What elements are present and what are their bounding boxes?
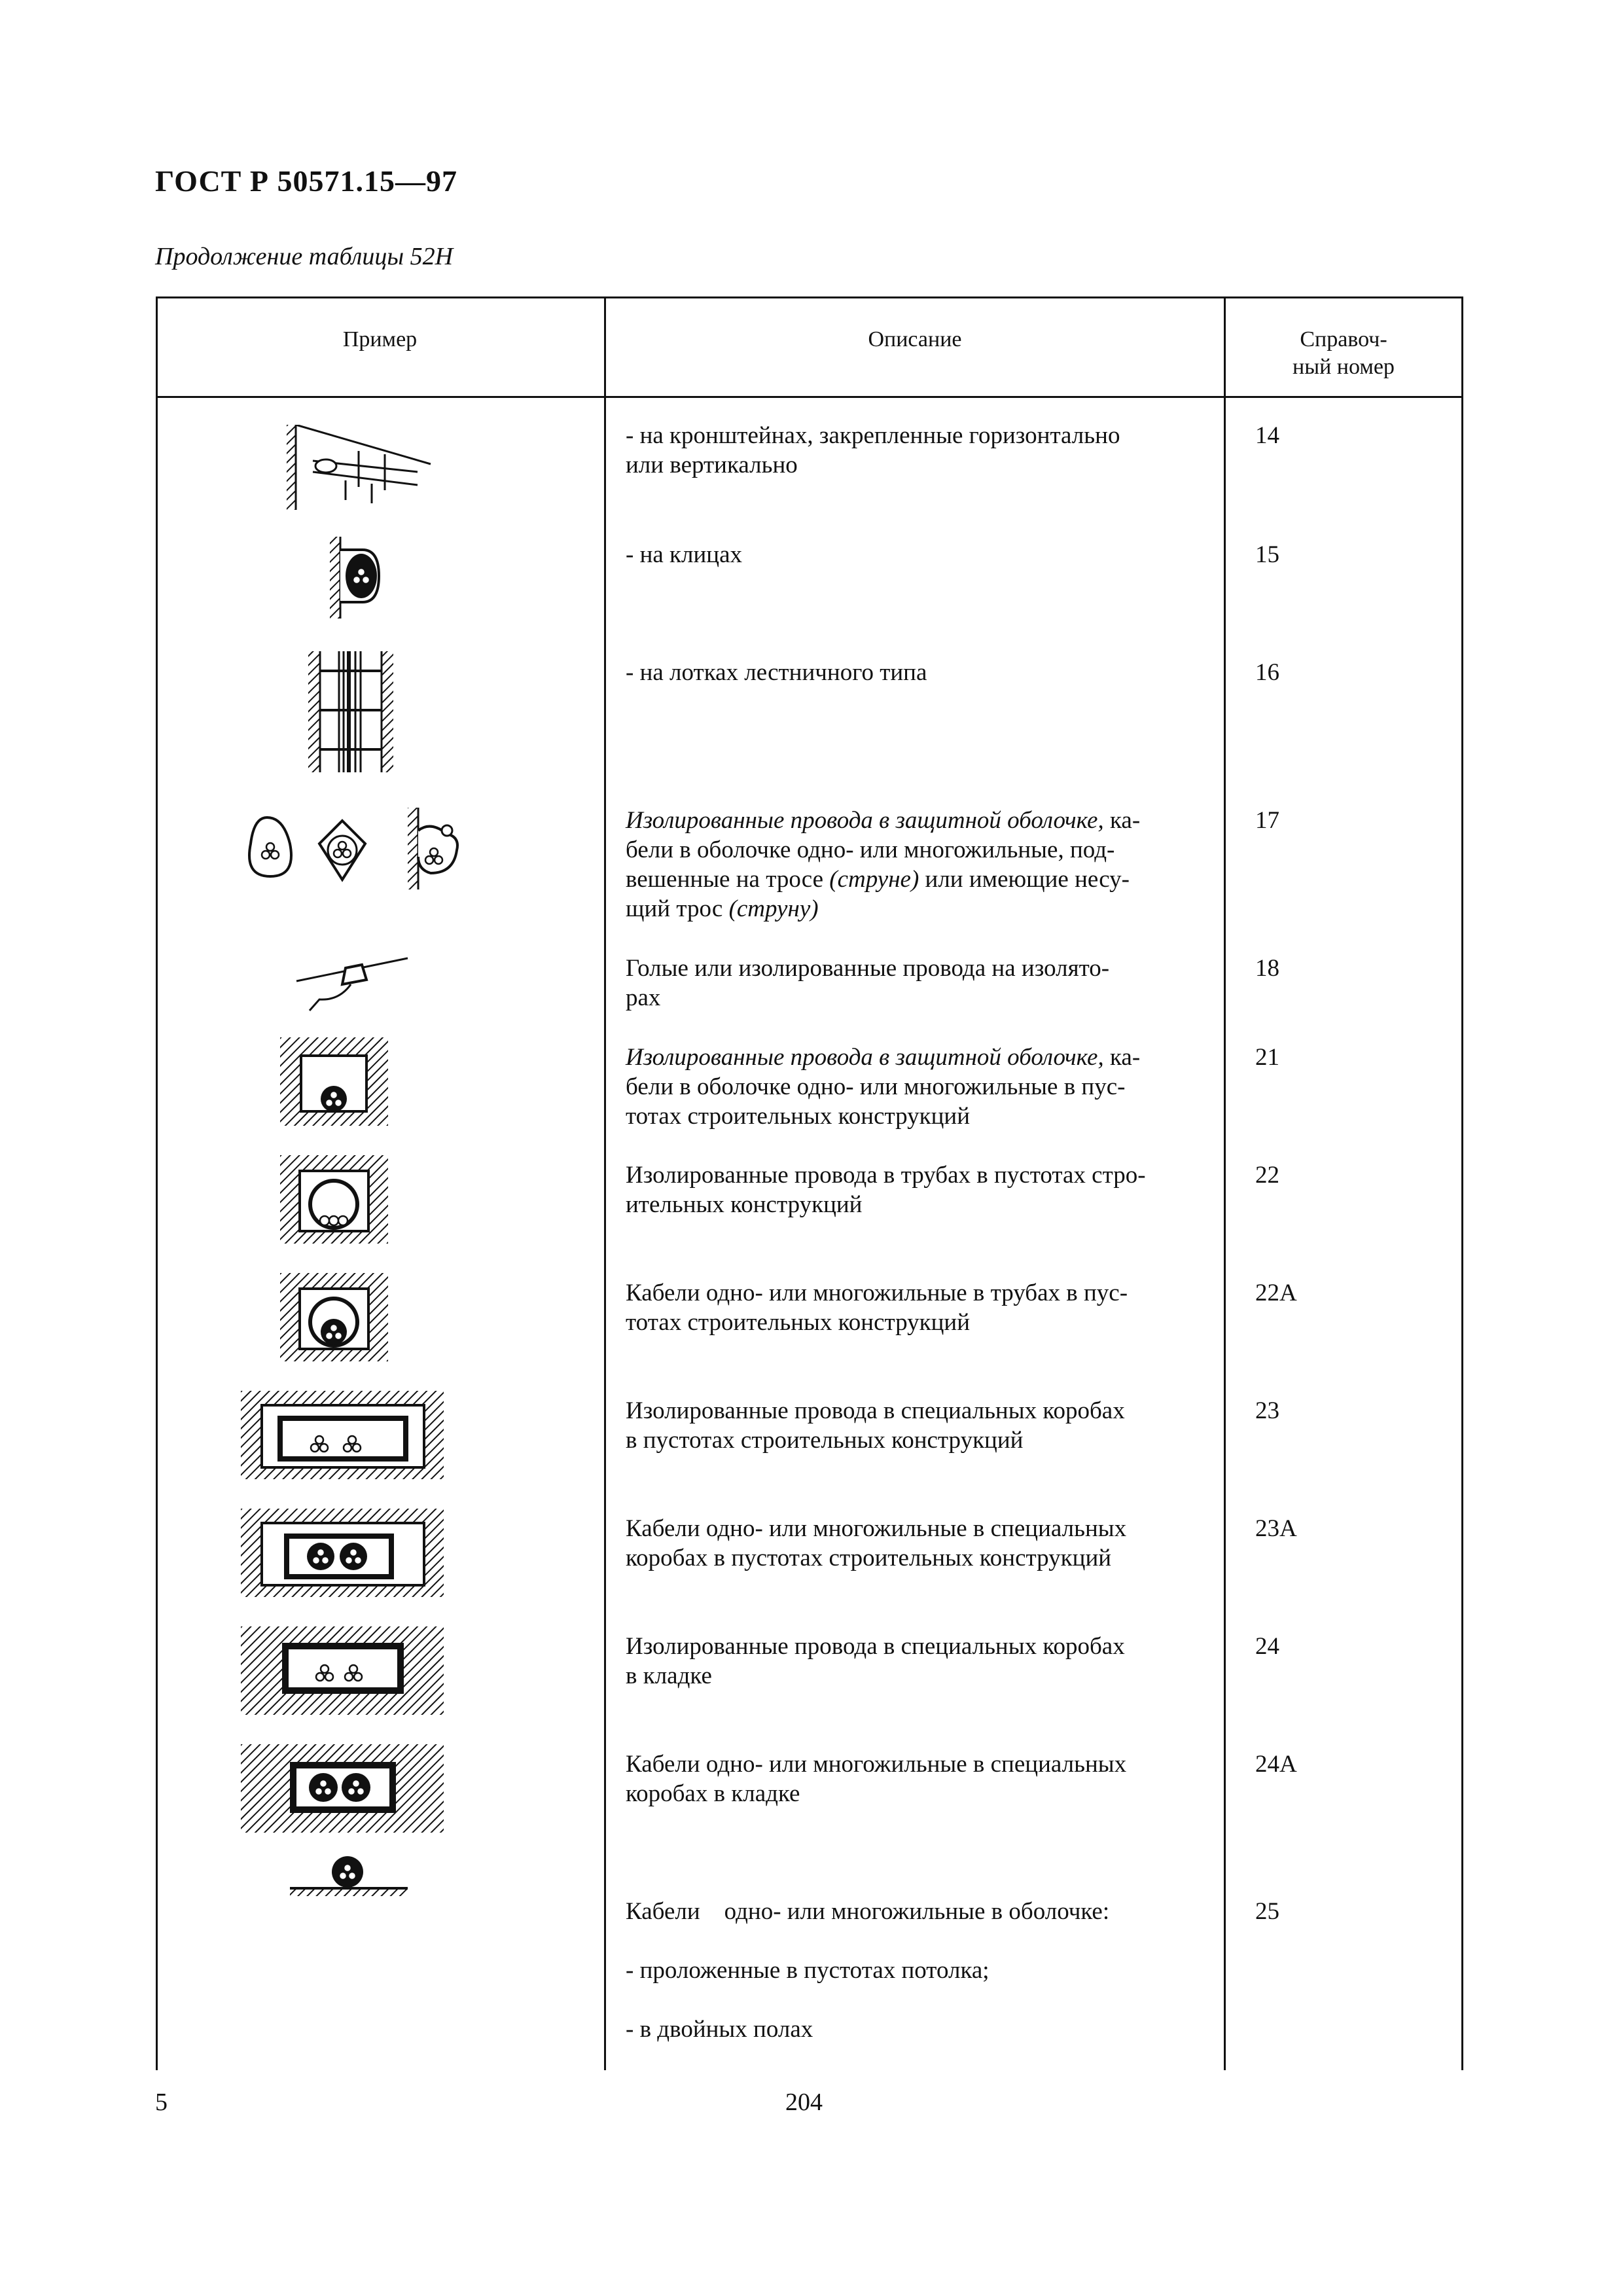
- description-line: [626, 1043, 1209, 1072]
- reference-number: 21: [1255, 1044, 1279, 1071]
- description-line: Голые или изолированные провода на изолято-: [626, 955, 1110, 982]
- row-description: [626, 1160, 1209, 1219]
- footer-left-number: 5: [155, 2089, 168, 2116]
- row-description: [626, 1043, 1209, 1131]
- description-line: [626, 865, 1209, 894]
- description-text: ка-: [1103, 807, 1141, 834]
- description-line: Кабели одно- или многожильные в оболочке:: [626, 1898, 1110, 1925]
- description-line: Кабели одно- или многожильные в специальных: [626, 1751, 1127, 1778]
- description-line: в кладке: [626, 1662, 712, 1689]
- table-right-border: [1461, 296, 1463, 2070]
- row-description: [626, 1514, 1209, 1573]
- reference-number: 14: [1255, 422, 1279, 449]
- description-line: тотах строительных конструкций: [626, 1309, 971, 1336]
- description-line: коробах в пустотах строительных конструкций: [626, 1545, 1112, 1571]
- italic-lead: Изолированные провода в защитной оболочке,: [626, 807, 1104, 834]
- description-line: коробах в кладке: [626, 1780, 800, 1807]
- description-line: - на кронштейнах, закрепленные горизонтально: [626, 422, 1120, 449]
- reference-number: 23А: [1255, 1515, 1297, 1542]
- description-text: щий трос: [626, 895, 729, 922]
- row-description: [626, 1632, 1209, 1691]
- cable-on-brackets-icon: [287, 425, 437, 513]
- cable-on-cleats-icon: [330, 533, 389, 625]
- column-header-reference: [1226, 326, 1461, 381]
- row-description: [626, 1897, 1209, 2044]
- column-header-reference-line1: Справоч-: [1300, 327, 1387, 351]
- reference-number: 25: [1255, 1898, 1279, 1925]
- cavity-trunking-cables-icon: [241, 1509, 447, 1600]
- table-continuation-caption: Продолжение таблицы 52Н: [155, 243, 454, 270]
- column-header-reference-line2: ный номер: [1293, 355, 1395, 379]
- reference-number: 24: [1255, 1633, 1279, 1660]
- table-header-border: [156, 396, 1463, 398]
- description-text: или имеющие несу-: [919, 866, 1130, 893]
- document-code: ГОСТ Р 50571.15—97: [155, 164, 457, 198]
- cavity-conduit-cable-icon: [280, 1273, 391, 1365]
- description-line: бели в оболочке одно- или многожильные, под-: [626, 836, 1115, 863]
- wiring-methods-table: [156, 296, 1463, 2070]
- description-line: - на лотках лестничного типа: [626, 659, 927, 686]
- page-number: 204: [785, 2089, 823, 2116]
- description-line: рах: [626, 984, 661, 1011]
- row-description: [626, 658, 1209, 687]
- column-header-description: Описание: [868, 327, 962, 351]
- description-line: в пустотах строительных конструкций: [626, 1427, 1024, 1454]
- masonry-trunking-wires-icon: [241, 1626, 447, 1718]
- description-line: Изолированные провода в специальных коробах: [626, 1397, 1125, 1424]
- reference-number: 15: [1255, 541, 1279, 568]
- masonry-trunking-cables-icon: [241, 1744, 447, 1836]
- cavity-cable-icon: [280, 1037, 391, 1129]
- description-line: бели в оболочке одно- или многожильные в пус-: [626, 1073, 1126, 1100]
- description-line: Изолированные провода в трубах в пустотах стро-: [626, 1162, 1146, 1189]
- description-line: [626, 806, 1209, 835]
- cavity-conduit-wires-icon: [280, 1155, 391, 1247]
- description-line: Изолированные провода в специальных коробах: [626, 1633, 1125, 1660]
- italic-text: (струну): [728, 895, 819, 922]
- insulator-wire-icon: [293, 948, 411, 1020]
- reference-number: 17: [1255, 807, 1279, 834]
- italic-lead: Изолированные провода в защитной оболочке,: [626, 1044, 1104, 1071]
- row-description: [626, 954, 1209, 1013]
- description-line: [626, 894, 1209, 924]
- column-header-example: Пример: [342, 327, 418, 351]
- reference-number: 18: [1255, 955, 1279, 982]
- row-description: [626, 421, 1209, 480]
- description-line: - на клицах: [626, 541, 743, 568]
- table-left-border: [156, 296, 158, 2070]
- reference-number: 22: [1255, 1162, 1279, 1189]
- italic-text: (струне): [829, 866, 919, 893]
- reference-number: 24А: [1255, 1751, 1297, 1778]
- description-line: - в двойных полах: [626, 2016, 813, 2043]
- description-line: Кабели одно- или многожильные в специальных: [626, 1515, 1127, 1542]
- row-description: [626, 806, 1209, 924]
- table-divider-2: [1224, 296, 1226, 2070]
- description-line: ительных конструкций: [626, 1191, 863, 1218]
- row-description: [626, 1278, 1209, 1337]
- ladder-tray-icon: [303, 651, 401, 776]
- description-line: Кабели одно- или многожильные в трубах в пус-: [626, 1280, 1128, 1306]
- row-description: [626, 540, 1209, 569]
- description-line: - проложенные в пустотах потолка;: [626, 1957, 990, 1984]
- cavity-trunking-wires-icon: [241, 1391, 447, 1482]
- reference-number: 16: [1255, 659, 1279, 686]
- table-divider-1: [604, 296, 606, 2070]
- reference-number: 22А: [1255, 1280, 1297, 1306]
- description-line: или вертикально: [626, 452, 798, 478]
- suspended-cable-icon: [234, 804, 509, 896]
- row-description: [626, 1396, 1209, 1455]
- description-text: вешенные на тросе: [626, 866, 830, 893]
- description-text: ка-: [1103, 1044, 1141, 1071]
- reference-number: 23: [1255, 1397, 1279, 1424]
- description-line: тотах строительных конструкций: [626, 1103, 971, 1130]
- table-top-border: [156, 296, 1463, 298]
- cable-on-floor-icon: [287, 1851, 411, 1903]
- row-description: [626, 1749, 1209, 1808]
